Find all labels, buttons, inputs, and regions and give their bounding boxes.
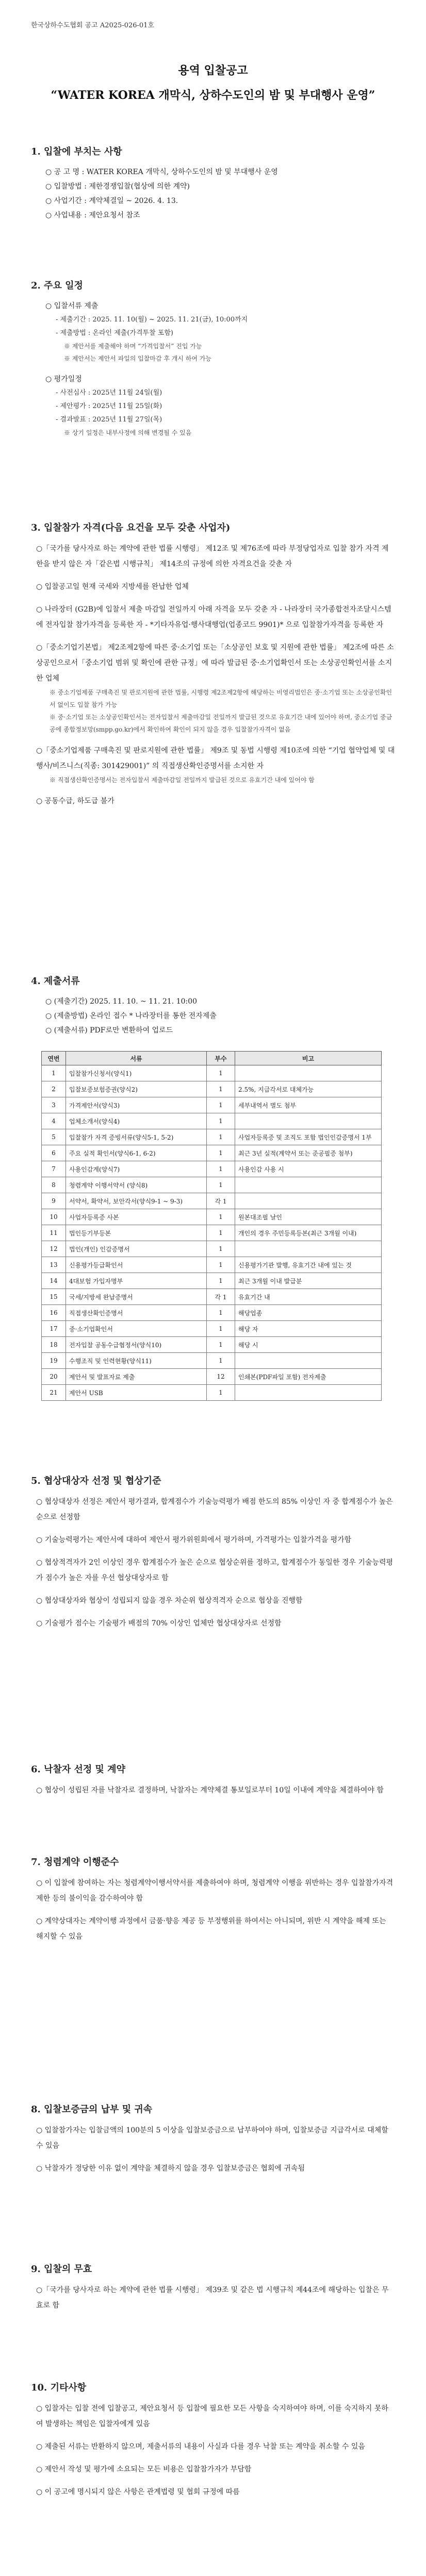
section-heading: 1. 입찰에 부치는 사항: [31, 146, 122, 157]
eligibility-item: ○ 나라장터 (G2B)에 입찰서 제출 마감일 전일까지 아래 자격을 모두 갖춘 자 - 나라장터 국가종합전자조달시스템에 전자입찰 참가자격을 등록한 자 - *기타자유업·행사대행업(업종코드 9901)* 으로 입찰참가자격을 등록한 자: [36, 605, 391, 629]
remarks: [235, 1065, 382, 1081]
eligibility-item: ○「중소기업제품 구매촉진 및 판로지원에 관한 법률」 제9조 및 동법 시행령 제10조에 의한 “기업 협약업체 및 대행사/비즈니스(직종: 301429001)” 의 직접생산확인증명서를 소지한 자: [36, 747, 395, 770]
section-negotiation: [31, 1473, 395, 1631]
document-name: 서약서, 확약서, 보안각서(양식9-1 ~ 9-3): [66, 1193, 207, 1209]
other-item: ○ 제안서 작성 및 평가에 소요되는 모든 비용은 입찰참가자가 부담함: [36, 2465, 252, 2473]
copies: 1: [207, 1209, 235, 1225]
bid-item: ○ 입찰방법 : 제한경쟁입찰(협상에 의한 계약): [45, 182, 190, 191]
table-row: [42, 1385, 382, 1401]
section-heading: 2. 주요 일정: [31, 280, 83, 291]
remarks: 사업자등록증 및 조직도 포함 법인인감증명서 1부: [235, 1129, 382, 1145]
schedule-item: - 사전심사 : 2025년 11월 24일(월): [56, 389, 162, 397]
table-row: [42, 1065, 382, 1081]
remarks: [235, 1385, 382, 1401]
table-row: [42, 1353, 382, 1369]
section-integrity: [31, 1855, 395, 1944]
row-number: 17: [42, 1321, 66, 1337]
other-item: ○ 이 공고에 명시되지 않은 사항은 관계법령 및 협회 규정에 따름: [36, 2488, 240, 2496]
row-number: 13: [42, 1257, 66, 1273]
remarks: 신용평가기관 발행, 유효기간 내에 있는 것: [235, 1257, 382, 1273]
document-name: 사용인감계(양식7): [66, 1161, 207, 1177]
row-number: 12: [42, 1241, 66, 1257]
remarks: 유효기간 내: [235, 1289, 382, 1305]
copies: 1: [207, 1225, 235, 1241]
eligibility-item: ○「국가를 당사자로 하는 계약에 관한 법률 시행령」 제12조 및 제76조에 따라 부정당업자로 입찰 참가 자격 제한을 받지 않은 자「같은법 시행규칙」 제14조의 규정에 의한 자격요건을 갖춘 자: [36, 545, 389, 568]
copies: 1: [207, 1241, 235, 1257]
document-name: 국세/지방세 완납증명서: [66, 1289, 207, 1305]
remarks: 최근 3년 실적(계약서 또는 준공필증 첨부): [235, 1145, 382, 1161]
copies: 1: [207, 1081, 235, 1097]
document-name: 업체소개서(양식4): [66, 1113, 207, 1129]
documents-line: ○ (제출기간) 2025. 11. 10. ~ 11. 21. 10:00: [45, 997, 198, 1006]
remarks: 사용인감 사용 시: [235, 1161, 382, 1177]
schedule-item: - 제출기간 : 2025. 11. 10(월) ~ 2025. 11. 21(금), 10:00까지: [56, 316, 248, 324]
negotiation-item: ○ 협상대상자 선정은 제안서 평가결과, 합계점수가 기술능력평가 배점 한도의 85% 이상인 자 중 합계점수가 높은 순으로 선정함: [36, 1498, 393, 1521]
notice-title: 용역 입찰공고: [178, 64, 248, 77]
document-name: 수행조직 및 인력현황(양식11): [66, 1353, 207, 1369]
copies: 1: [207, 1145, 235, 1161]
table-row: [42, 1081, 382, 1097]
eligibility-item: ○ 공동수급, 하도급 불가: [36, 797, 114, 805]
section-award: [31, 1762, 395, 1798]
table-row: [42, 1273, 382, 1289]
table-row: [42, 1369, 382, 1385]
copies: 1: [207, 1273, 235, 1289]
row-number: 3: [42, 1097, 66, 1113]
table-row: [42, 1225, 382, 1241]
remarks: 해당 시: [235, 1337, 382, 1353]
eligibility-item: ○「중소기업기본법」 제2조제2항에 따른 중·소기업 또는「소상공인 보호 및 지원에 관한 법률」 제2조에 따른 소상공인으로서「중소기업 범위 및 확인에 관한 규정」에 따라 발급된 중·소기업확인서 또는 소상공인확인서를 소지한 업체: [36, 643, 394, 683]
copies: 1: [207, 1385, 235, 1401]
table-row: [42, 1193, 382, 1209]
remarks: [235, 1193, 382, 1209]
section-eligibility: [31, 520, 395, 809]
copies: 1: [207, 1305, 235, 1321]
row-number: 7: [42, 1161, 66, 1177]
remarks: [235, 1177, 382, 1193]
row-number: 19: [42, 1353, 66, 1369]
row-number: 5: [42, 1129, 66, 1145]
row-number: 16: [42, 1305, 66, 1321]
bid-bond-item: ○ 입찰참가자는 입찰금액의 100분의 5 이상을 입찰보증금으로 납부하여야 하며, 입찰보증금 지급각서로 대체할 수 있음: [36, 2126, 388, 2150]
bid-item: ○ 사업기간 : 계약체결일 ~ 2026. 4. 13.: [45, 197, 178, 205]
copies: 1: [207, 1337, 235, 1353]
remarks: 개인의 경우 주민등록등본(최근 3개월 이내): [235, 1225, 382, 1241]
documents-line: ○ (제출서류) PDF로만 변환하여 업로드: [45, 1026, 173, 1035]
table-row: [42, 1177, 382, 1193]
copies: 각 1: [207, 1289, 235, 1305]
column-header: 연번: [42, 1052, 66, 1065]
table-row: [42, 1305, 382, 1321]
schedule-item: - 제출방법 : 온라인 제출(가격투찰 포함): [56, 329, 173, 337]
row-number: 4: [42, 1113, 66, 1129]
schedule-item: - 결과발표 : 2025년 11월 27일(목): [56, 416, 162, 423]
remarks: [235, 1113, 382, 1129]
remarks: 원본대조필 날인: [235, 1209, 382, 1225]
table-row: [42, 1145, 382, 1161]
section-documents: [31, 974, 395, 1038]
negotiation-item: ○ 협상적격자가 2인 이상인 경우 합계점수가 높은 순으로 협상순위를 정하고, 합계점수가 동일한 경우 기술능력평가 점수가 높은 자를 우선 협상대상자로 함: [36, 1558, 394, 1582]
document-name: 직접생산확인증명서: [66, 1305, 207, 1321]
section-bid-bond: [31, 2102, 395, 2176]
copies: 1: [207, 1161, 235, 1177]
copies: 1: [207, 1097, 235, 1113]
eligibility-note: ※ 중·소기업 또는 소상공인확인서는 전자입찰서 제출마감일 전일까지 발급된 것으로 유효기간 내에 있어야 하며, 중소기업 중금공에 종합정보망(smpp.go.kr)에서 확인하여 확인이 되지 않을 경우 입찰참가자격이 없음: [50, 714, 392, 733]
negotiation-item: ○ 기술평가 점수는 기술평가 배점의 70% 이상인 업체만 협상대상자로 선정함: [36, 1619, 282, 1628]
notice-number: 한국상하수도협회 공고 A2025-026-01호: [31, 22, 155, 29]
section-heading: 4. 제출서류: [31, 976, 80, 987]
document-name: 청렴계약 이행서약서 (양식8): [66, 1177, 207, 1193]
table-row: [42, 1113, 382, 1129]
section-heading: 7. 청렴계약 이행준수: [31, 1857, 119, 1868]
award-item: ○ 협상이 성립된 자를 낙찰자로 결정하며, 낙찰자는 계약체결 통보일로부터 10일 이내에 계약을 체결하여야 함: [36, 1786, 384, 1794]
document-name: 신용평가등급확인서: [66, 1257, 207, 1273]
document-name: 가격제안서(양식3): [66, 1097, 207, 1113]
table-row: [42, 1161, 382, 1177]
remarks: 해당 자: [235, 1321, 382, 1337]
eligibility-item: ○ 입찰공고일 현재 국세와 지방세를 완납한 업체: [36, 583, 189, 591]
row-number: 8: [42, 1177, 66, 1193]
table-row: [42, 1097, 382, 1113]
project-title: “WATER KOREA 개막식, 상하수도인의 밤 및 부대행사 운영”: [51, 89, 375, 102]
section-heading: 9. 입찰의 무효: [31, 2264, 92, 2275]
eligibility-note: ※ 중소기업제품 구매촉진 및 판로지원에 관한 법률, 시행령 제2조제2항에 해당하는 비영리법인은 중·소기업 또는 소상공인확인서 없이도 입찰 참가 가능: [50, 689, 392, 708]
column-header: 서류: [66, 1052, 207, 1065]
row-number: 14: [42, 1273, 66, 1289]
row-number: 20: [42, 1369, 66, 1385]
column-header: 비고: [235, 1052, 382, 1065]
copies: 1: [207, 1177, 235, 1193]
document-name: 입찰참가신청서(양식1): [66, 1065, 207, 1081]
table-row: [42, 1129, 382, 1145]
table-row: [42, 1289, 382, 1305]
table-row: [42, 1257, 382, 1273]
other-item: ○ 제출된 서류는 반환하지 않으며, 제출서류의 내용이 사실과 다를 경우 낙찰 또는 계약을 취소할 수 있음: [36, 2443, 365, 2451]
schedule-item: - 제안평가 : 2025년 11월 25일(화): [56, 402, 162, 410]
column-header: 부수: [207, 1052, 235, 1065]
document-name: 사업자등록증 사본: [66, 1209, 207, 1225]
document-name: 4대보험 가입자명부: [66, 1273, 207, 1289]
document-name: 제안서 및 발표자료 제출: [66, 1369, 207, 1385]
section-heading: 3. 입찰참가 자격(다음 요건을 모두 갖춘 사업자): [31, 522, 231, 533]
negotiation-item: ○ 협상대상자와 협상이 성립되지 않을 경우 차순위 협상적격자 순으로 협상을 진행함: [36, 1597, 303, 1605]
negotiation-item: ○ 기술능력평가는 제안서에 대하여 제안서 평가위원회에서 평가하며, 가격평가는 입찰가격을 평가함: [36, 1536, 352, 1544]
section-schedule: [31, 278, 395, 439]
document-name: 제안서 USB: [66, 1385, 207, 1401]
remarks: 최근 3개월 이내 발급분: [235, 1273, 382, 1289]
row-number: 2: [42, 1081, 66, 1097]
remarks: 세부내역서 별도 첨부: [235, 1097, 382, 1113]
remarks: 2.5%, 지급각서로 대체가능: [235, 1081, 382, 1097]
schedule-group-title: ○ 평가일정: [45, 375, 82, 383]
copies: 1: [207, 1113, 235, 1129]
document-name: 입찰보증보험증권(양식2): [66, 1081, 207, 1097]
row-number: 18: [42, 1337, 66, 1353]
document-name: 주요 실적 확인서(양식6-1, 6-2): [66, 1145, 207, 1161]
document-name: 입찰참가 자격 증빙서류(양식5-1, 5-2): [66, 1129, 207, 1145]
bid-item: ○ 공 고 명 : WATER KOREA 개막식, 상하수도인의 밤 및 부대행사 운영: [45, 168, 278, 176]
bid-item: ○ 사업내용 : 제안요청서 참조: [45, 211, 140, 219]
section-heading: 6. 낙찰자 선정 및 계약: [31, 1764, 125, 1775]
copies: 1: [207, 1353, 235, 1369]
copies: 1: [207, 1129, 235, 1145]
copies: 1: [207, 1065, 235, 1081]
integrity-item: ○ 이 입찰에 참여하는 자는 청렴계약이행서약서를 제출하여야 하며, 청렴계약 이행을 위반하는 경우 입찰참가자격 제한 등의 불이익을 감수하여야 함: [36, 1879, 394, 1903]
section-bid-items: [31, 144, 395, 223]
table-row: [42, 1321, 382, 1337]
table-row: [42, 1209, 382, 1225]
row-number: 6: [42, 1145, 66, 1161]
table-row: [42, 1337, 382, 1353]
schedule-group-title: ○ 입찰서류 제출: [45, 302, 99, 310]
document-name: 전자입찰 공동수급협정서(양식10): [66, 1337, 207, 1353]
table-header-row: [42, 1052, 382, 1065]
copies: 12: [207, 1369, 235, 1385]
remarks: 인쇄본(PDF파일 포함) 전자제출: [235, 1369, 382, 1385]
document-name: 법인등기부등본: [66, 1225, 207, 1241]
row-number: 9: [42, 1193, 66, 1209]
invalid-bid-item: ○「국가를 당사자로 하는 계약에 관한 법률 시행령」 제39조 및 같은 법 시행규칙 제44조에 해당하는 입찰은 무효로 함: [36, 2286, 389, 2310]
section-other: [31, 2380, 395, 2500]
row-number: 1: [42, 1065, 66, 1081]
eligibility-note: ※ 직접생산확인증명서는 전자입찰서 제출마감일 전일까지 발급된 것으로 유효기간 내에 있어야 함: [50, 776, 315, 784]
table-row: [42, 1241, 382, 1257]
row-number: 11: [42, 1225, 66, 1241]
row-number: 21: [42, 1385, 66, 1401]
section-heading: 5. 협상대상자 선정 및 협상기준: [31, 1476, 161, 1486]
section-heading: 10. 기타사항: [31, 2382, 87, 2393]
schedule-note: ※ 제안서를 제출해야 하며 “가격입찰서” 진입 가능: [64, 343, 202, 350]
schedule-note: ※ 상기 일정은 내부사정에 의해 변경될 수 있음: [64, 429, 192, 436]
document-name: 중·소기업확인서: [66, 1321, 207, 1337]
schedule-note: ※ 제안서는 제안서 파일의 입찰마감 후 개시 하여 가능: [64, 355, 211, 362]
other-item: ○ 입찰자는 입찰 전에 입찰공고, 제안요청서 등 입찰에 필요한 모든 사항을 숙지하여야 하며, 이를 숙지하지 못하여 발생하는 책임은 입찰자에게 있음: [36, 2404, 388, 2428]
integrity-item: ○ 계약상대자는 계약이행 과정에서 금품·향응 제공 등 부정행위를 하여서는 아니되며, 위반 시 계약을 해제 또는 해지할 수 있음: [36, 1917, 386, 1941]
section-heading: 8. 입찰보증금의 납부 및 귀속: [31, 2104, 153, 2115]
documents-line: ○ (제출방법) 온라인 접수 * 나라장터를 통한 전자제출: [45, 1012, 217, 1020]
document-name: 법인(개인) 인감증명서: [66, 1241, 207, 1257]
remarks: 해당업종: [235, 1305, 382, 1321]
bid-bond-item: ○ 낙찰자가 정당한 이유 없이 계약을 체결하지 않을 경우 입찰보증금은 협회에 귀속됨: [36, 2164, 305, 2173]
copies: 1: [207, 1257, 235, 1273]
copies: 1: [207, 1321, 235, 1337]
copies: 각 1: [207, 1193, 235, 1209]
remarks: [235, 1353, 382, 1369]
documents-table: [41, 1051, 382, 1401]
section-invalid-bids: [31, 2262, 395, 2313]
remarks: [235, 1241, 382, 1257]
row-number: 10: [42, 1209, 66, 1225]
row-number: 15: [42, 1289, 66, 1305]
